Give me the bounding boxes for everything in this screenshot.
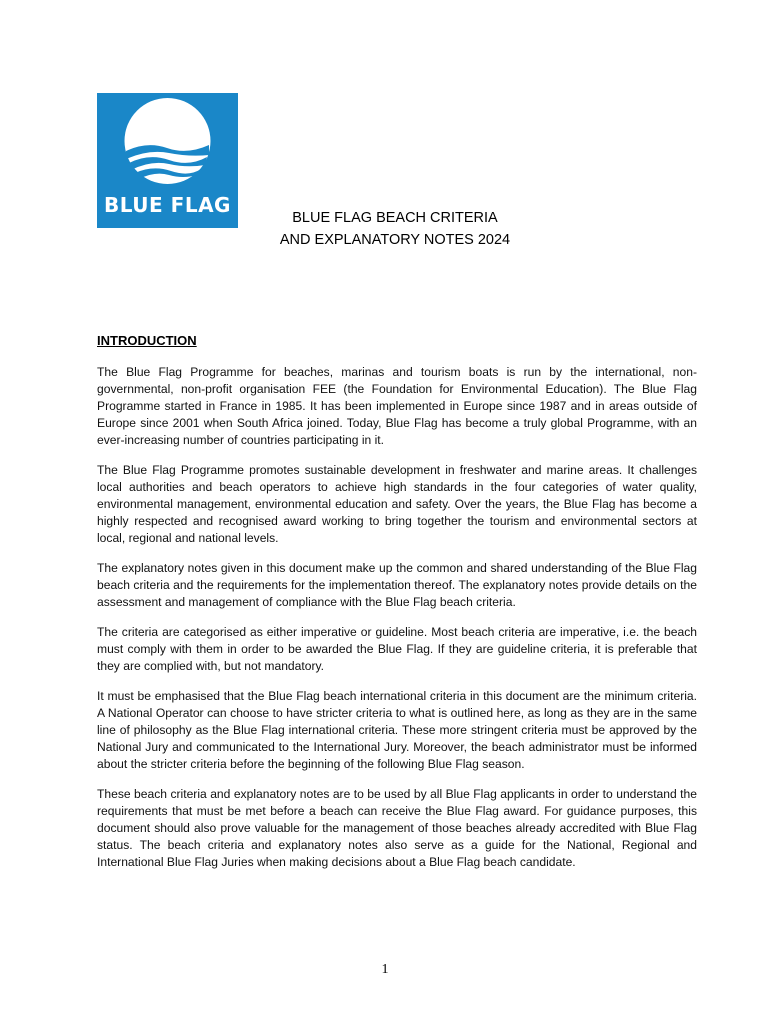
paragraph: The Blue Flag Programme for beaches, marinas and tourism boats is run by the international, non-governmental, non-profit organisation FEE (the Foundation for Environmental Education). The Blue Flag Programme started in France in 1985. It has been implemented in Europe since 1987 and in areas outside of Europe since 2001 when South Africa joined. Today, Blue Flag has become a truly global Programme, with an ever-increasing number of countries participating in it. (97, 365, 697, 447)
introduction-heading: INTRODUCTION (97, 333, 197, 348)
logo-wordmark: BLUE FLAG (104, 193, 231, 217)
document-title (250, 207, 540, 251)
paragraph: It must be emphasised that the Blue Flag beach international criteria in this document are the minimum criteria. A National Operator can choose to have stricter criteria to what is outlined here, as long as they are in the same line of philosophy as the Blue Flag international criteria. These more stringent criteria must be approved by the National Jury and communicated to the International Jury. Moreover, the beach administrator must be informed about the stricter criteria before the beginning of the following Blue Flag season. (97, 689, 697, 771)
paragraph: The Blue Flag Programme promotes sustainable development in freshwater and marine areas. It challenges local authorities and beach operators to achieve high standards in the four categories of water quality, environmental management, environmental education and safety. Over the years, the Blue Flag has become a highly respected and recognised award working to bring together the tourism and environmental sectors at local, regional and national levels. (97, 463, 697, 545)
paragraph: These beach criteria and explanatory notes are to be used by all Blue Flag applicants in order to understand the requirements that must be met before a beach can receive the Blue Flag award. For guidance purposes, this document should also prove valuable for the management of those beaches already accredited with Blue Flag status. The beach criteria and explanatory notes also serve as a guide for the National, Regional and International Blue Flag Juries when making decisions about a Blue Flag beach candidate. (97, 787, 697, 869)
title-line-1: BLUE FLAG BEACH CRITERIA (292, 210, 498, 226)
blue-flag-logo (97, 93, 238, 228)
introduction-body (97, 364, 697, 884)
paragraph: The explanatory notes given in this document make up the common and shared understanding of the Blue Flag beach criteria and the requirements for the implementation thereof. The explanatory notes provide details on the assessment and management of compliance with the Blue Flag beach criteria. (97, 561, 697, 609)
page-number: 1 (381, 962, 389, 977)
paragraph: The criteria are categorised as either imperative or guideline. Most beach criteria are imperative, i.e. the beach must comply with them in order to be awarded the Blue Flag. If they are guideline criteria, it is preferable that they are complied with, but not mandatory. (97, 625, 697, 673)
title-line-2: AND EXPLANATORY NOTES 2024 (279, 232, 511, 248)
